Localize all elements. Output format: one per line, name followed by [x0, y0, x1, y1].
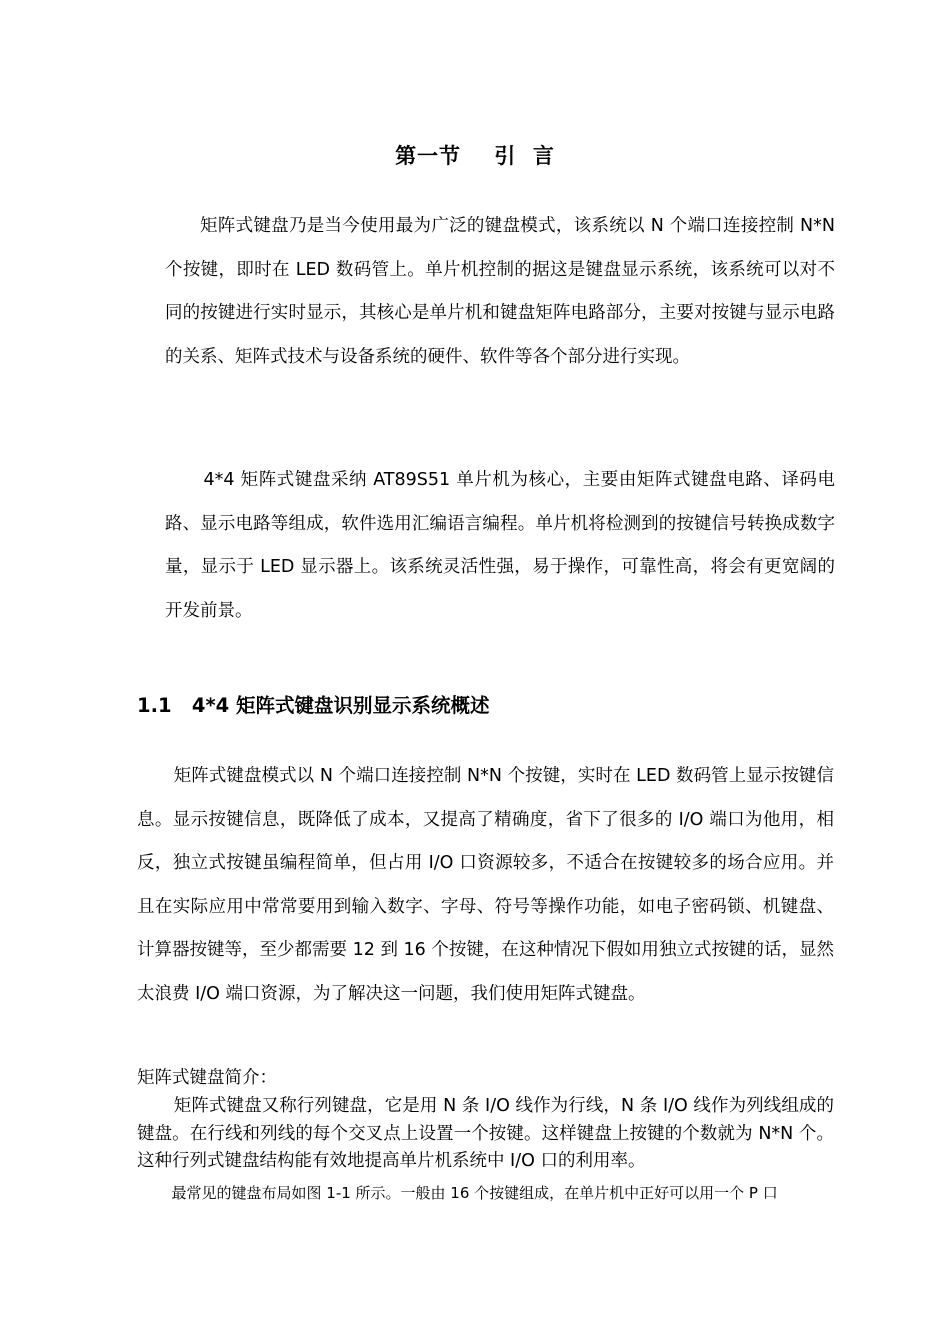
intro-paragraph-1: 矩阵式键盘乃是当今使用最为广泛的键盘模式，该系统以 N 个端口连接控制 N*N 个按键，即时在 LED 数码管上。单片机控制的据这是键盘显示系统，该系统可以对不同的按键进行实时显示，其核心是单片机和键盘矩阵电路部分，主要对按键与显示电路的关系、矩阵式技术与设备系统的硬件、软件等各个部分进行实现。: [165, 216, 835, 367]
section-heading-1-1: 1.1 4*4 矩阵式键盘识别显示系统概述: [137, 694, 490, 717]
chapter-title: 第一节 引 言: [395, 144, 555, 168]
intro-paragraph-2: 4*4 矩阵式键盘采纳 AT89S51 单片机为核心，主要由矩阵式键盘电路、译码电路、显示电路等组成，软件选用汇编语言编程。单片机将检测到的按键信号转换成数字量，显示于 LED 显示器上。该系统灵活性强，易于操作，可靠性高，将会有更宽阔的开发前景。: [165, 470, 835, 621]
section-paragraph-1: 矩阵式键盘模式以 N 个端口连接控制 N*N 个按键，实时在 LED 数码管上显示按键信息。显示按键信息，既降低了成本，又提高了精确度，省下了很多的 I/O 端口为他用，相反，独立式按键虽编程简单，但占用 I/O 口资源较多，不适合在按键较多的场合应用。并且在实际应用中常常要用到输入数字、字母、符号等操作功能，如电子密码锁、机键盘、计算器按键等，至少都需要 12 到 16 个按键，在这种情况下假如用独立式按键的话，显然太浪费 I/O 端口资源，为了解决这一问题，我们使用矩阵式键盘。: [137, 766, 834, 1004]
section-paragraph-2: 矩阵式键盘又称行列键盘，它是用 N 条 I/O 线作为行线，N 条 I/O 线作为列线组成的键盘。在行线和列线的每个交叉点上设置一个按键。这样键盘上按键的个数就为 N*N 个。这种行列式键盘结构能有效地提高单片机系统中 I/O 口的利用率。: [137, 1096, 834, 1171]
section-paragraph-3: 最常见的键盘布局如图 1-1 所示。一般由 16 个按键组成，在单片机中正好可以用一个 P 口: [171, 1184, 778, 1202]
keyboard-intro-label: 矩阵式键盘简介：: [137, 1068, 277, 1088]
